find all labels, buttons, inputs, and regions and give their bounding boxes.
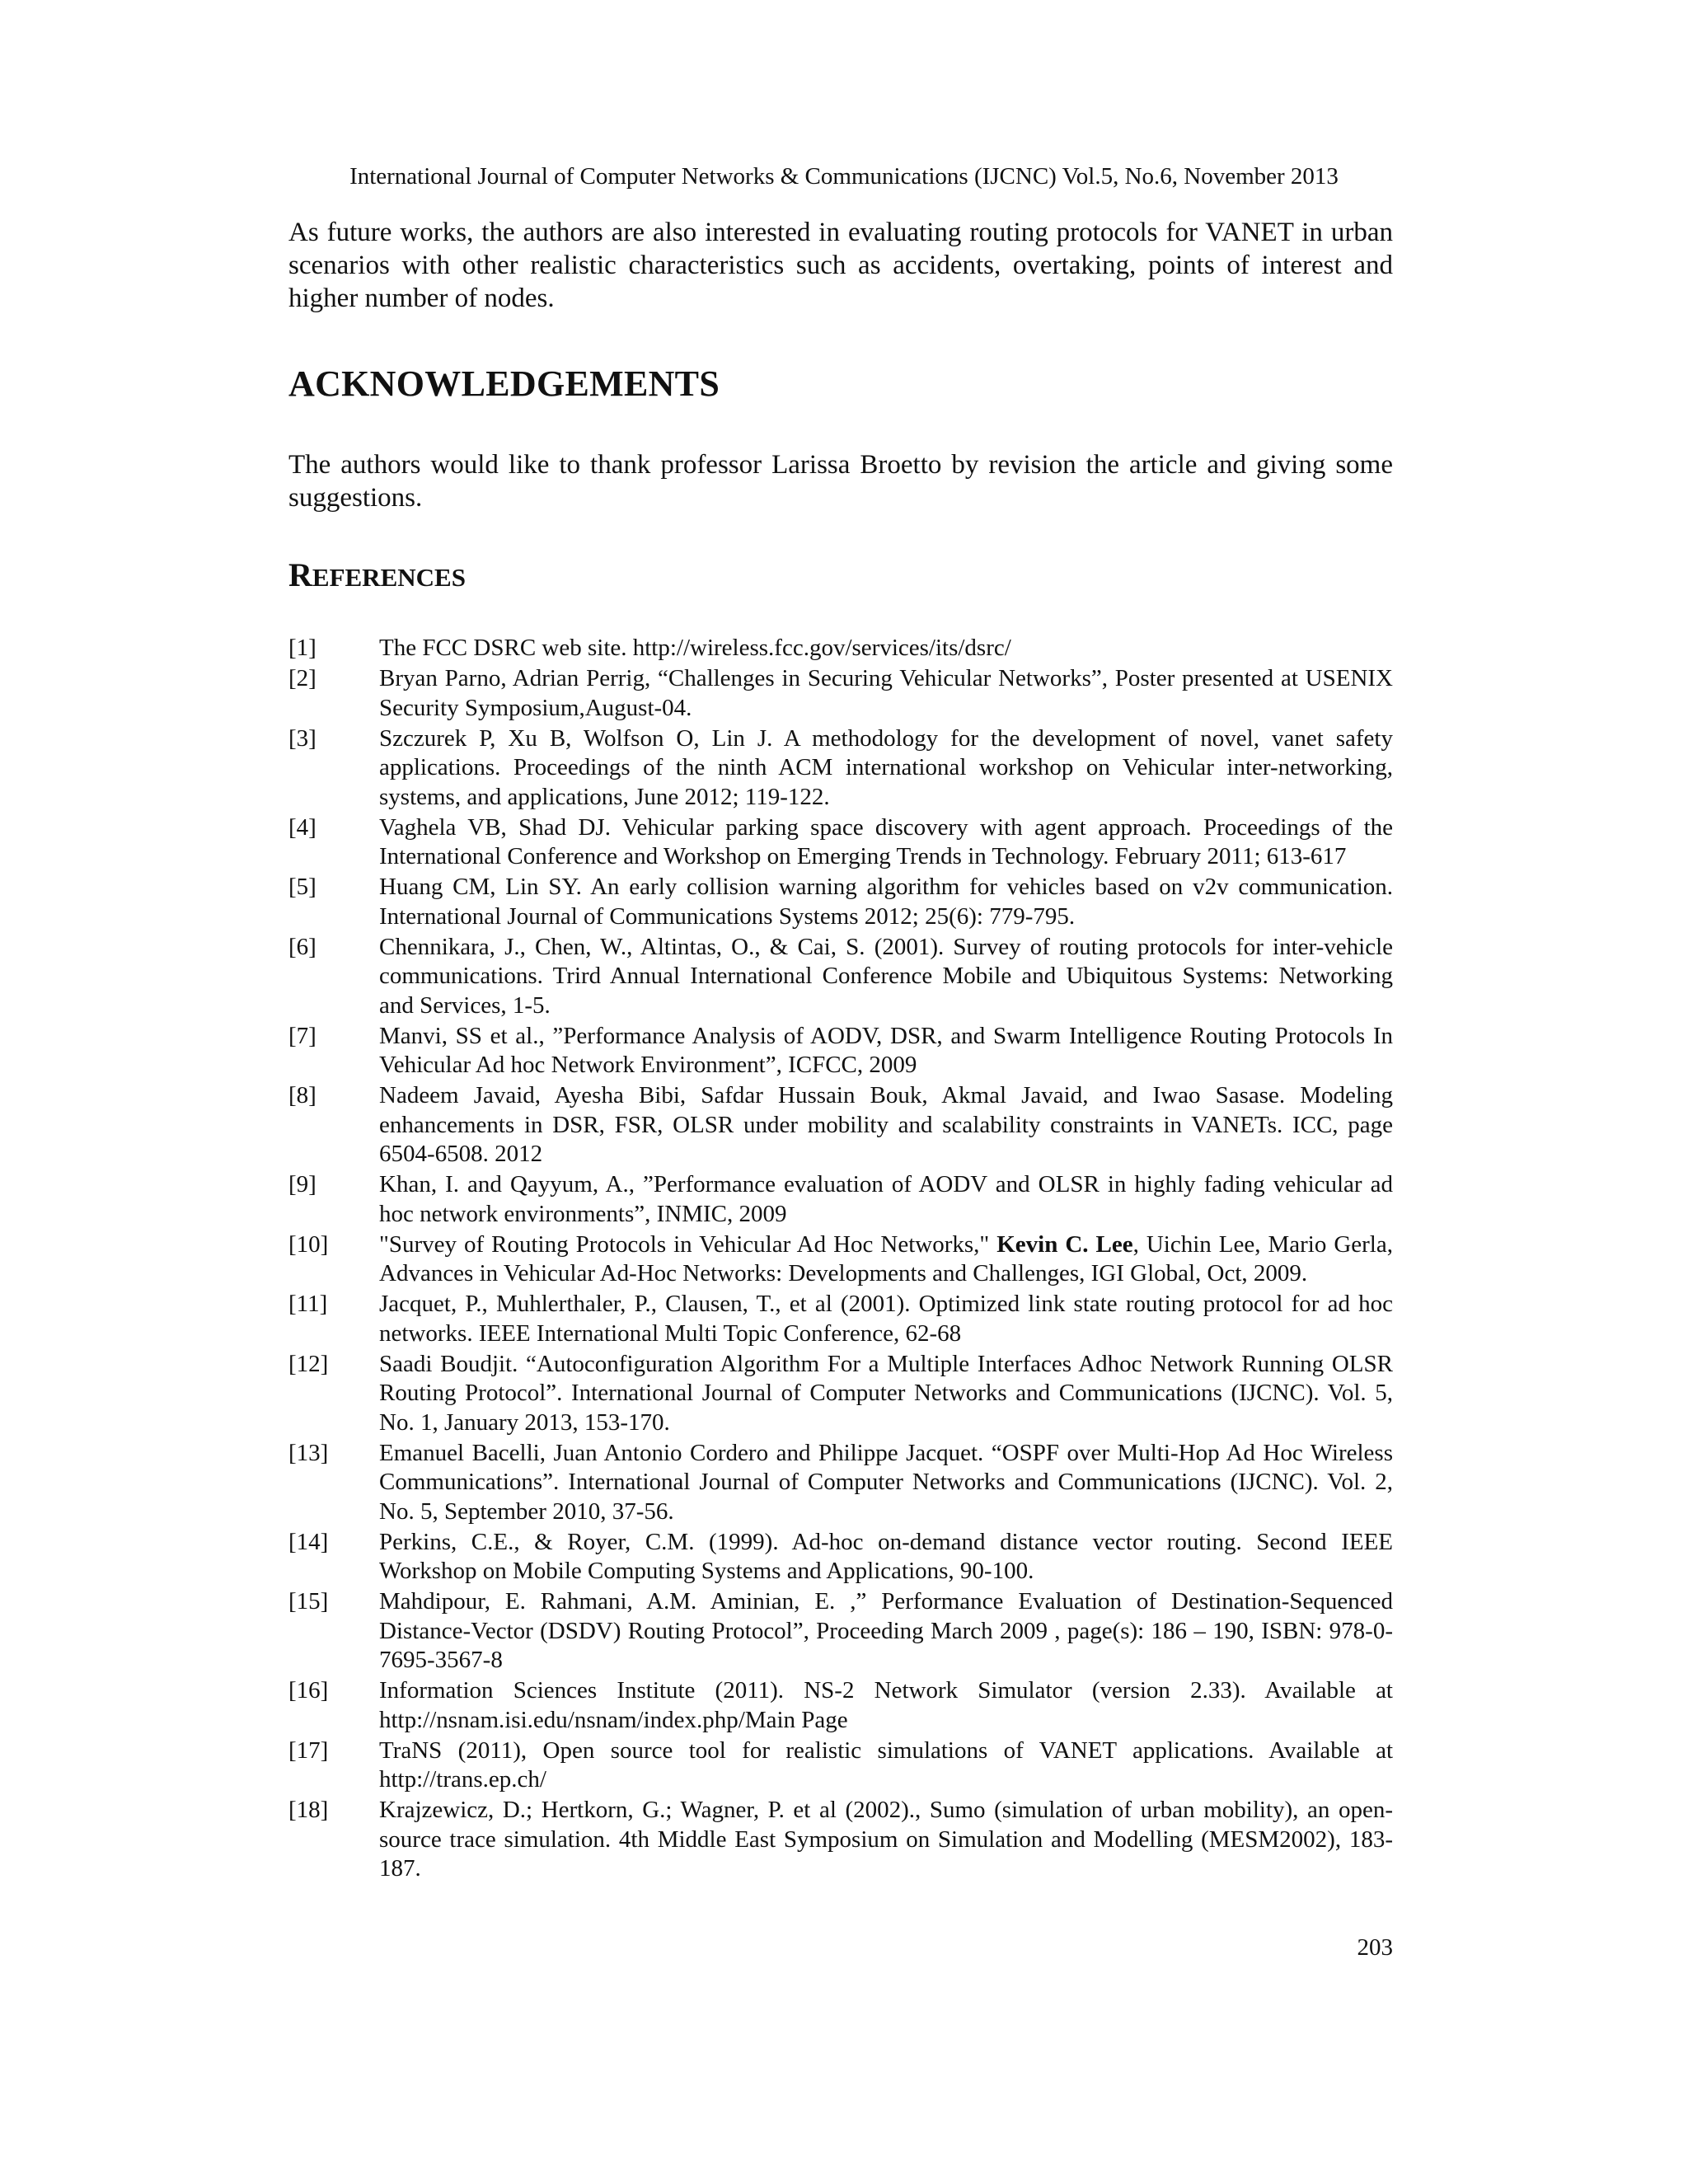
- reference-text: Jacquet, P., Muhlerthaler, P., Clausen, T., et al (2001). Optimized link state routing protocol for ad hoc networks. IEEE International Multi Topic Conference, 62-68: [379, 1291, 1393, 1347]
- reference-text-part: , Uichin Lee, Mario Gerla, Advances in Vehicular Ad-Hoc Networks: Developments and Challenges, IGI Global, Oct, 2009.: [379, 1230, 1393, 1286]
- reference-item: [288, 1736, 1393, 1795]
- acknowledgements-heading: ACKNOWLEDGEMENTS: [288, 363, 720, 404]
- reference-text: Vaghela VB, Shad DJ. Vehicular parking space discovery with agent approach. Proceedings of the International Conference and Workshop on Emerging Trends in Technology. February 2011; 613-617: [379, 813, 1393, 869]
- reference-text: Chennikara, J., Chen, W., Altintas, O., & Cai, S. (2001). Survey of routing protocols for inter-vehicle communications. Trird Annual International Conference Mobile and Ubiquitous Systems: Networking and Services, 1-5.: [379, 933, 1393, 1019]
- reference-item: [288, 1676, 1393, 1735]
- reference-number: [11]: [288, 1291, 328, 1317]
- page-number: 203: [1357, 1934, 1393, 1961]
- reference-item: [288, 1587, 1393, 1675]
- reference-number: [13]: [288, 1439, 329, 1466]
- reference-item: [288, 1439, 1393, 1527]
- reference-item: [288, 933, 1393, 1021]
- references-heading-initial: R: [288, 556, 312, 593]
- reference-number: [7]: [288, 1022, 316, 1049]
- reference-author-bold: Kevin C. Lee: [996, 1230, 1133, 1258]
- reference-number: [18]: [288, 1797, 329, 1823]
- reference-item: [288, 634, 1393, 663]
- reference-text: Krajzewicz, D.; Hertkorn, G.; Wagner, P. et al (2002)., Sumo (simulation of urban mobility), an open-source trace simulation. 4th Middle East Symposium on Simulation and Modelling (MESM2002), 183-187.: [379, 1797, 1393, 1882]
- reference-number: [14]: [288, 1528, 329, 1555]
- reference-text: Emanuel Bacelli, Juan Antonio Cordero and Philippe Jacquet. “OSPF over Multi-Hop Ad Hoc Wireless Communications”. International Journal of Computer Networks and Communications (IJCNC). Vol. 2, No. 5, September 2010, 37-56.: [379, 1439, 1393, 1525]
- acknowledgements-text: The authors would like to thank professor Larissa Broetto by revision the article and giving some suggestions.: [288, 450, 1393, 513]
- references-heading-rest: EFERENCES: [312, 563, 466, 592]
- reference-text: Information Sciences Institute (2011). NS-2 Network Simulator (version 2.33). Available at http://nsnam.isi.edu/nsnam/index.php/Main Page: [379, 1677, 1393, 1733]
- reference-number: [6]: [288, 933, 316, 960]
- reference-list: [288, 634, 1393, 1884]
- reference-number: [12]: [288, 1350, 329, 1377]
- reference-text: Szczurek P, Xu B, Wolfson O, Lin J. A methodology for the development of novel, vanet safety applications. Proceedings of the ninth ACM international workshop on Vehicular inter-networking, systems, and applications, June 2012; 119-122.: [379, 724, 1393, 810]
- reference-text: Nadeem Javaid, Ayesha Bibi, Safdar Hussain Bouk, Akmal Javaid, and Iwao Sasase. Modeling enhancements in DSR, FSR, OLSR under mobility and scalability constraints in VANETs. ICC, page 6504-6508. 2012: [379, 1082, 1393, 1167]
- reference-item: [288, 1022, 1393, 1080]
- reference-item: [288, 1290, 1393, 1348]
- reference-number: [8]: [288, 1082, 316, 1108]
- reference-item: [288, 813, 1393, 872]
- reference-number: [3]: [288, 724, 316, 752]
- reference-number: [10]: [288, 1230, 329, 1258]
- reference-text: Manvi, SS et al., ”Performance Analysis of AODV, DSR, and Swarm Intelligence Routing Protocols In Vehicular Ad hoc Network Environment”, ICFCC, 2009: [379, 1022, 1393, 1078]
- reference-number: [5]: [288, 874, 316, 900]
- references-heading: [288, 555, 1393, 598]
- reference-number: [2]: [288, 665, 316, 691]
- reference-item: [288, 1230, 1393, 1289]
- reference-item: [288, 1170, 1393, 1229]
- running-header: International Journal of Computer Networks & Communications (IJCNC) Vol.5, No.6, November 2013: [349, 163, 1339, 190]
- reference-number: [17]: [288, 1736, 329, 1764]
- reference-text: Huang CM, Lin SY. An early collision warning algorithm for vehicles based on v2v communication. International Journal of Communications Systems 2012; 25(6): 779-795.: [379, 874, 1393, 930]
- reference-text: Khan, I. and Qayyum, A., ”Performance evaluation of AODV and OLSR in highly fading vehicular ad hoc network environments”, INMIC, 2009: [379, 1171, 1393, 1227]
- reference-text: Perkins, C.E., & Royer, C.M. (1999). Ad-hoc on-demand distance vector routing. Second IEEE Workshop on Mobile Computing Systems and Applications, 90-100.: [379, 1528, 1393, 1584]
- reference-text: The FCC DSRC web site. http://wireless.fcc.gov/services/its/dsrc/: [379, 635, 1011, 661]
- future-work-paragraph: As future works, the authors are also interested in evaluating routing protocols for VANET in urban scenarios with other realistic characteristics such as accidents, overtaking, points of interest and higher number of nodes.: [288, 218, 1393, 313]
- reference-item: [288, 724, 1393, 813]
- reference-text: Mahdipour, E. Rahmani, A.M. Aminian, E. ,” Performance Evaluation of Destination-Sequenced Distance-Vector (DSDV) Routing Protocol”, Proceeding March 2009 , page(s): 186 – 190, ISBN: 978-0-7695-3567-8: [379, 1588, 1393, 1673]
- reference-text: TraNS (2011), Open source tool for realistic simulations of VANET applications. Available at http://trans.ep.ch/: [379, 1736, 1393, 1793]
- reference-item: [288, 873, 1393, 931]
- reference-number: [1]: [288, 635, 316, 661]
- reference-text: Bryan Parno, Adrian Perrig, “Challenges in Securing Vehicular Networks”, Poster presented at USENIX Security Symposium,August-04.: [379, 665, 1393, 721]
- reference-number: [16]: [288, 1677, 329, 1704]
- page-content: [288, 216, 1393, 1885]
- reference-item: [288, 1350, 1393, 1438]
- reference-item: [288, 1528, 1393, 1586]
- reference-item: [288, 664, 1393, 723]
- reference-item: [288, 1796, 1393, 1884]
- reference-number: [15]: [288, 1588, 329, 1615]
- reference-item: [288, 1081, 1393, 1169]
- reference-number: [9]: [288, 1171, 316, 1197]
- reference-text-part: "Survey of Routing Protocols in Vehicular Ad Hoc Networks,": [379, 1230, 997, 1258]
- reference-number: [4]: [288, 813, 316, 841]
- reference-text: [379, 1230, 1393, 1289]
- reference-text: Saadi Boudjit. “Autoconfiguration Algorithm For a Multiple Interfaces Adhoc Network Running OLSR Routing Protocol”. International Journal of Computer Networks and Communications (IJCNC). Vol. 5, No. 1, January 2013, 153-170.: [379, 1350, 1393, 1436]
